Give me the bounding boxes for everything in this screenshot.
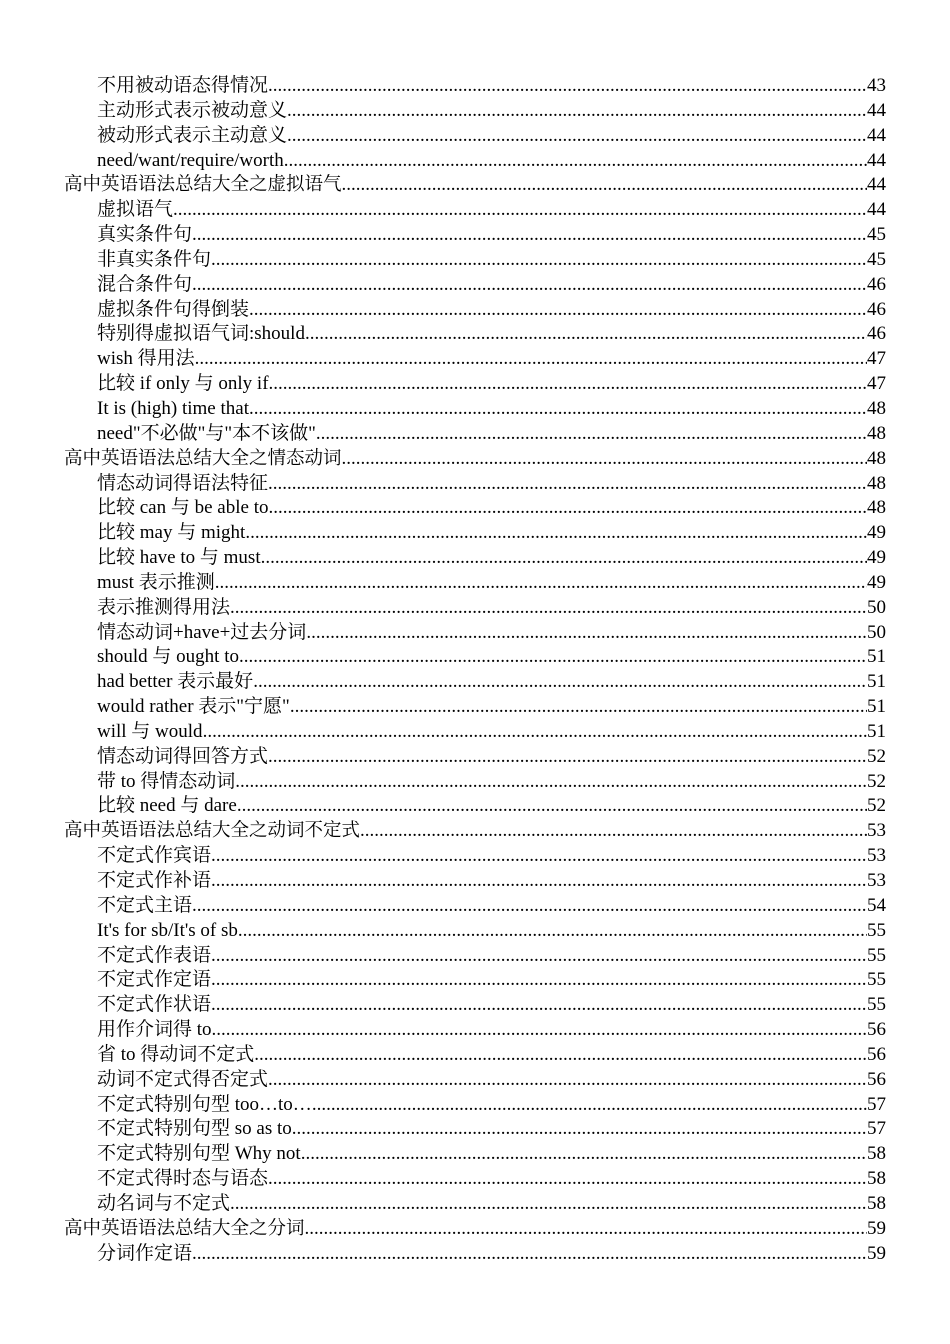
toc-entry-title: 不用被动语态得情况 [97, 75, 269, 96]
toc-section-entry[interactable] [64, 1167, 886, 1192]
toc-chapter-entry[interactable] [64, 1217, 886, 1242]
toc-entry-title: wish 得用法 [97, 348, 195, 370]
toc-entry-page-number: 56 [867, 1019, 886, 1041]
dot-leader [287, 99, 867, 124]
toc-entry-title: 不定式作定语 [97, 969, 212, 991]
dot-leader [254, 1043, 867, 1068]
dot-leader [211, 248, 867, 273]
toc-section-entry[interactable] [64, 124, 886, 149]
toc-section-entry[interactable] [64, 1043, 886, 1068]
toc-section-entry[interactable] [64, 1117, 886, 1142]
toc-section-entry[interactable] [64, 273, 886, 298]
toc-entry-title: 被动形式表示主动意义 [97, 124, 288, 146]
toc-entry-title: 动名词与不定式 [97, 1192, 231, 1214]
toc-section-entry[interactable] [64, 844, 886, 869]
toc-section-entry[interactable] [64, 894, 886, 919]
dot-leader [245, 521, 867, 546]
toc-entry-title: 比较 if only 与 only if [97, 373, 269, 395]
toc-entry-title: 虚拟语气 [97, 199, 174, 221]
dot-leader [215, 571, 867, 596]
toc-entry-page-number: 56 [867, 1068, 886, 1090]
toc-entry-title: It is (high) time that [97, 397, 249, 419]
toc-entry-page-number: 55 [867, 994, 886, 1016]
toc-section-entry[interactable] [64, 1093, 886, 1118]
dot-leader [195, 347, 867, 372]
toc-entry-page-number: 50 [867, 596, 886, 618]
dot-leader [249, 397, 867, 422]
toc-entry-page-number: 47 [867, 348, 886, 370]
dot-leader [312, 1093, 867, 1118]
toc-entry-page-number: 49 [867, 571, 886, 593]
dot-leader [192, 894, 867, 919]
dot-leader [269, 372, 867, 397]
toc-entry-title: 特别得虚拟语气词:should [97, 323, 305, 345]
toc-entry-page-number: 44 [867, 199, 886, 221]
toc-entry-page-number: 48 [867, 447, 886, 469]
dot-leader [290, 695, 867, 720]
dot-leader [342, 173, 867, 198]
toc-entry-title: 分词作定语 [97, 1242, 193, 1264]
toc-entry-title: 不定式特别句型 too…to… [97, 1093, 312, 1115]
dot-leader [192, 1242, 867, 1267]
toc-entry-page-number: 51 [867, 696, 886, 718]
dot-leader [261, 546, 867, 571]
toc-entry-page-number: 44 [867, 124, 886, 146]
toc-entry-page-number: 58 [867, 1143, 886, 1165]
dot-leader [211, 993, 867, 1018]
dot-leader [211, 844, 867, 869]
dot-leader [360, 819, 867, 844]
toc-section-entry[interactable] [64, 794, 886, 819]
toc-entry-title: 情态动词得回答方式 [97, 745, 269, 767]
toc-entry-title: 虚拟条件句得倒装 [97, 298, 250, 320]
toc-section-entry[interactable] [64, 397, 886, 422]
toc-entry-page-number: 55 [867, 969, 886, 991]
dot-leader [173, 198, 867, 223]
toc-entry-page-number: 53 [867, 870, 886, 891]
toc-chapter-entry[interactable] [64, 819, 886, 844]
toc-entry-page-number: 56 [867, 1043, 886, 1065]
toc-entry-title: need"不必做"与"本不该做" [97, 422, 316, 444]
toc-section-entry[interactable] [64, 1142, 886, 1167]
toc-entry-page-number: 43 [867, 75, 886, 96]
toc-section-entry[interactable] [64, 149, 886, 174]
toc-section-entry[interactable] [64, 372, 886, 397]
dot-leader [287, 124, 867, 149]
toc-entry-title: 混合条件句 [97, 273, 193, 295]
toc-entry-title: 高中英语语法总结大全之动词不定式 [64, 820, 361, 842]
dot-leader [192, 223, 867, 248]
toc-section-entry[interactable] [64, 322, 886, 347]
dot-leader [268, 745, 867, 770]
dot-leader [212, 1018, 867, 1043]
toc-section-entry[interactable] [64, 496, 886, 521]
toc-section-entry[interactable] [64, 571, 886, 596]
toc-entry-title: 不定式主语 [97, 894, 193, 916]
toc-entry-title: 真实条件句 [97, 224, 193, 246]
toc-section-entry[interactable] [64, 695, 886, 720]
toc-entry-title: 不定式特别句型 Why not [97, 1143, 301, 1165]
toc-section-entry[interactable] [64, 944, 886, 969]
table-of-contents [64, 74, 886, 1267]
toc-entry-page-number: 47 [867, 373, 886, 395]
toc-section-entry[interactable] [64, 670, 886, 695]
toc-entry-page-number: 45 [867, 248, 886, 270]
toc-entry-page-number: 57 [867, 1118, 886, 1140]
toc-entry-page-number: 44 [867, 149, 886, 171]
toc-entry-title: 不定式得时态与语态 [97, 1168, 269, 1190]
toc-section-entry[interactable] [64, 720, 886, 745]
dot-leader [211, 944, 867, 969]
toc-section-entry[interactable] [64, 248, 886, 273]
toc-entry-title: will 与 would [97, 720, 203, 742]
dot-leader [230, 1192, 867, 1217]
toc-section-entry[interactable] [64, 198, 886, 223]
toc-entry-page-number: 44 [867, 174, 886, 196]
toc-section-entry[interactable] [64, 347, 886, 372]
toc-section-entry[interactable] [64, 521, 886, 546]
toc-entry-title: would rather 表示"宁愿" [97, 696, 290, 718]
toc-section-entry[interactable] [64, 745, 886, 770]
toc-entry-page-number: 53 [867, 845, 886, 867]
toc-entry-title: 省 to 得动词不定式 [97, 1043, 255, 1065]
toc-entry-page-number: 51 [867, 720, 886, 742]
toc-section-entry[interactable] [64, 645, 886, 670]
dot-leader [238, 919, 867, 944]
toc-entry-page-number: 52 [867, 770, 886, 792]
toc-entry-page-number: 51 [867, 671, 886, 693]
toc-chapter-entry[interactable] [64, 447, 886, 472]
toc-entry-page-number: 49 [867, 522, 886, 544]
toc-entry-title: should 与 ought to [97, 646, 239, 668]
toc-entry-page-number: 48 [867, 497, 886, 519]
dot-leader [342, 447, 867, 472]
toc-section-entry[interactable] [64, 1192, 886, 1217]
toc-entry-title: 情态动词得语法特征 [97, 472, 269, 494]
toc-entry-page-number: 54 [867, 894, 886, 916]
toc-entry-title: 高中英语语法总结大全之情态动词 [64, 447, 342, 469]
toc-entry-page-number: 53 [867, 820, 886, 842]
toc-entry-page-number: 51 [867, 646, 886, 668]
dot-leader [292, 1117, 867, 1142]
toc-section-entry[interactable] [64, 472, 886, 497]
dot-leader [268, 1167, 867, 1192]
toc-section-entry[interactable] [64, 1018, 886, 1043]
toc-section-entry[interactable] [64, 869, 886, 894]
toc-section-entry[interactable] [64, 770, 886, 795]
toc-entry-page-number: 48 [867, 472, 886, 494]
dot-leader [268, 1068, 867, 1093]
dot-leader [284, 149, 867, 174]
toc-entry-page-number: 48 [867, 422, 886, 444]
toc-section-entry[interactable] [64, 223, 886, 248]
dot-leader [249, 298, 867, 323]
toc-section-entry[interactable] [64, 546, 886, 571]
dot-leader [192, 273, 867, 298]
toc-entry-page-number: 45 [867, 224, 886, 246]
toc-entry-title: 非真实条件句 [97, 248, 212, 270]
dot-leader [301, 1142, 867, 1167]
toc-entry-title: 情态动词+have+过去分词 [97, 621, 307, 643]
toc-section-entry[interactable] [64, 74, 886, 99]
toc-entry-page-number: 55 [867, 944, 886, 966]
toc-entry-page-number: 48 [867, 397, 886, 419]
toc-entry-title: 不定式特别句型 so as to [97, 1118, 292, 1140]
toc-section-entry[interactable] [64, 422, 886, 447]
toc-section-entry[interactable] [64, 968, 886, 993]
dot-leader [305, 322, 867, 347]
dot-leader [268, 496, 867, 521]
toc-chapter-entry[interactable] [64, 173, 886, 198]
toc-section-entry[interactable] [64, 1068, 886, 1093]
toc-entry-page-number: 49 [867, 547, 886, 569]
toc-entry-title: 高中英语语法总结大全之虚拟语气 [64, 174, 342, 196]
toc-entry-page-number: 46 [867, 273, 886, 295]
toc-section-entry[interactable] [64, 596, 886, 621]
dot-leader [268, 472, 867, 497]
dot-leader [305, 1217, 867, 1242]
toc-section-entry[interactable] [64, 621, 886, 646]
toc-entry-title: 不定式作宾语 [97, 845, 212, 867]
toc-entry-title: 比较 can 与 be able to [97, 497, 269, 519]
dot-leader [203, 720, 867, 745]
toc-section-entry[interactable] [64, 298, 886, 323]
toc-entry-title: 比较 need 与 dare [97, 795, 237, 817]
dot-leader [268, 74, 867, 99]
toc-section-entry[interactable] [64, 919, 886, 944]
toc-entry-page-number: 55 [867, 919, 886, 941]
toc-entry-title: 用作介词得 to [97, 1019, 212, 1041]
dot-leader [235, 770, 867, 795]
toc-entry-page-number: 58 [867, 1168, 886, 1190]
toc-entry-page-number: 50 [867, 621, 886, 643]
toc-entry-title: 动词不定式得否定式 [97, 1068, 269, 1090]
dot-leader [237, 794, 867, 819]
dot-leader [306, 621, 867, 646]
toc-entry-title: 比较 may 与 might [97, 522, 246, 544]
toc-entry-title: must 表示推测 [97, 571, 215, 593]
dot-leader [316, 422, 867, 447]
toc-entry-page-number: 46 [867, 298, 886, 320]
toc-entry-title: It's for sb/It's of sb [97, 919, 238, 941]
toc-section-entry[interactable] [64, 993, 886, 1018]
toc-entry-page-number: 52 [867, 745, 886, 767]
toc-entry-page-number: 44 [867, 99, 886, 121]
toc-entry-page-number: 58 [867, 1192, 886, 1214]
toc-entry-title: 不定式作补语 [97, 870, 212, 891]
dot-leader [211, 869, 867, 894]
toc-entry-page-number: 59 [867, 1242, 886, 1264]
dot-leader [253, 670, 867, 695]
toc-entry-title: need/want/require/worth [97, 149, 284, 171]
toc-entry-title: had better 表示最好 [97, 671, 254, 693]
dot-leader [230, 596, 867, 621]
toc-entry-title: 比较 have to 与 must [97, 547, 261, 569]
dot-leader [239, 645, 867, 670]
dot-leader [211, 968, 867, 993]
toc-entry-title: 带 to 得情态动词 [97, 770, 236, 792]
toc-entry-title: 不定式作表语 [97, 944, 212, 966]
toc-entry-title: 主动形式表示被动意义 [97, 99, 288, 121]
toc-entry-page-number: 52 [867, 795, 886, 817]
toc-entry-page-number: 57 [867, 1093, 886, 1115]
toc-entry-title: 高中英语语法总结大全之分词 [64, 1217, 305, 1239]
toc-entry-page-number: 59 [867, 1217, 886, 1239]
toc-section-entry[interactable] [64, 1242, 886, 1267]
toc-entry-title: 不定式作状语 [97, 994, 212, 1016]
toc-entry-page-number: 46 [867, 323, 886, 345]
toc-entry-title: 表示推测得用法 [97, 596, 231, 618]
toc-section-entry[interactable] [64, 99, 886, 124]
